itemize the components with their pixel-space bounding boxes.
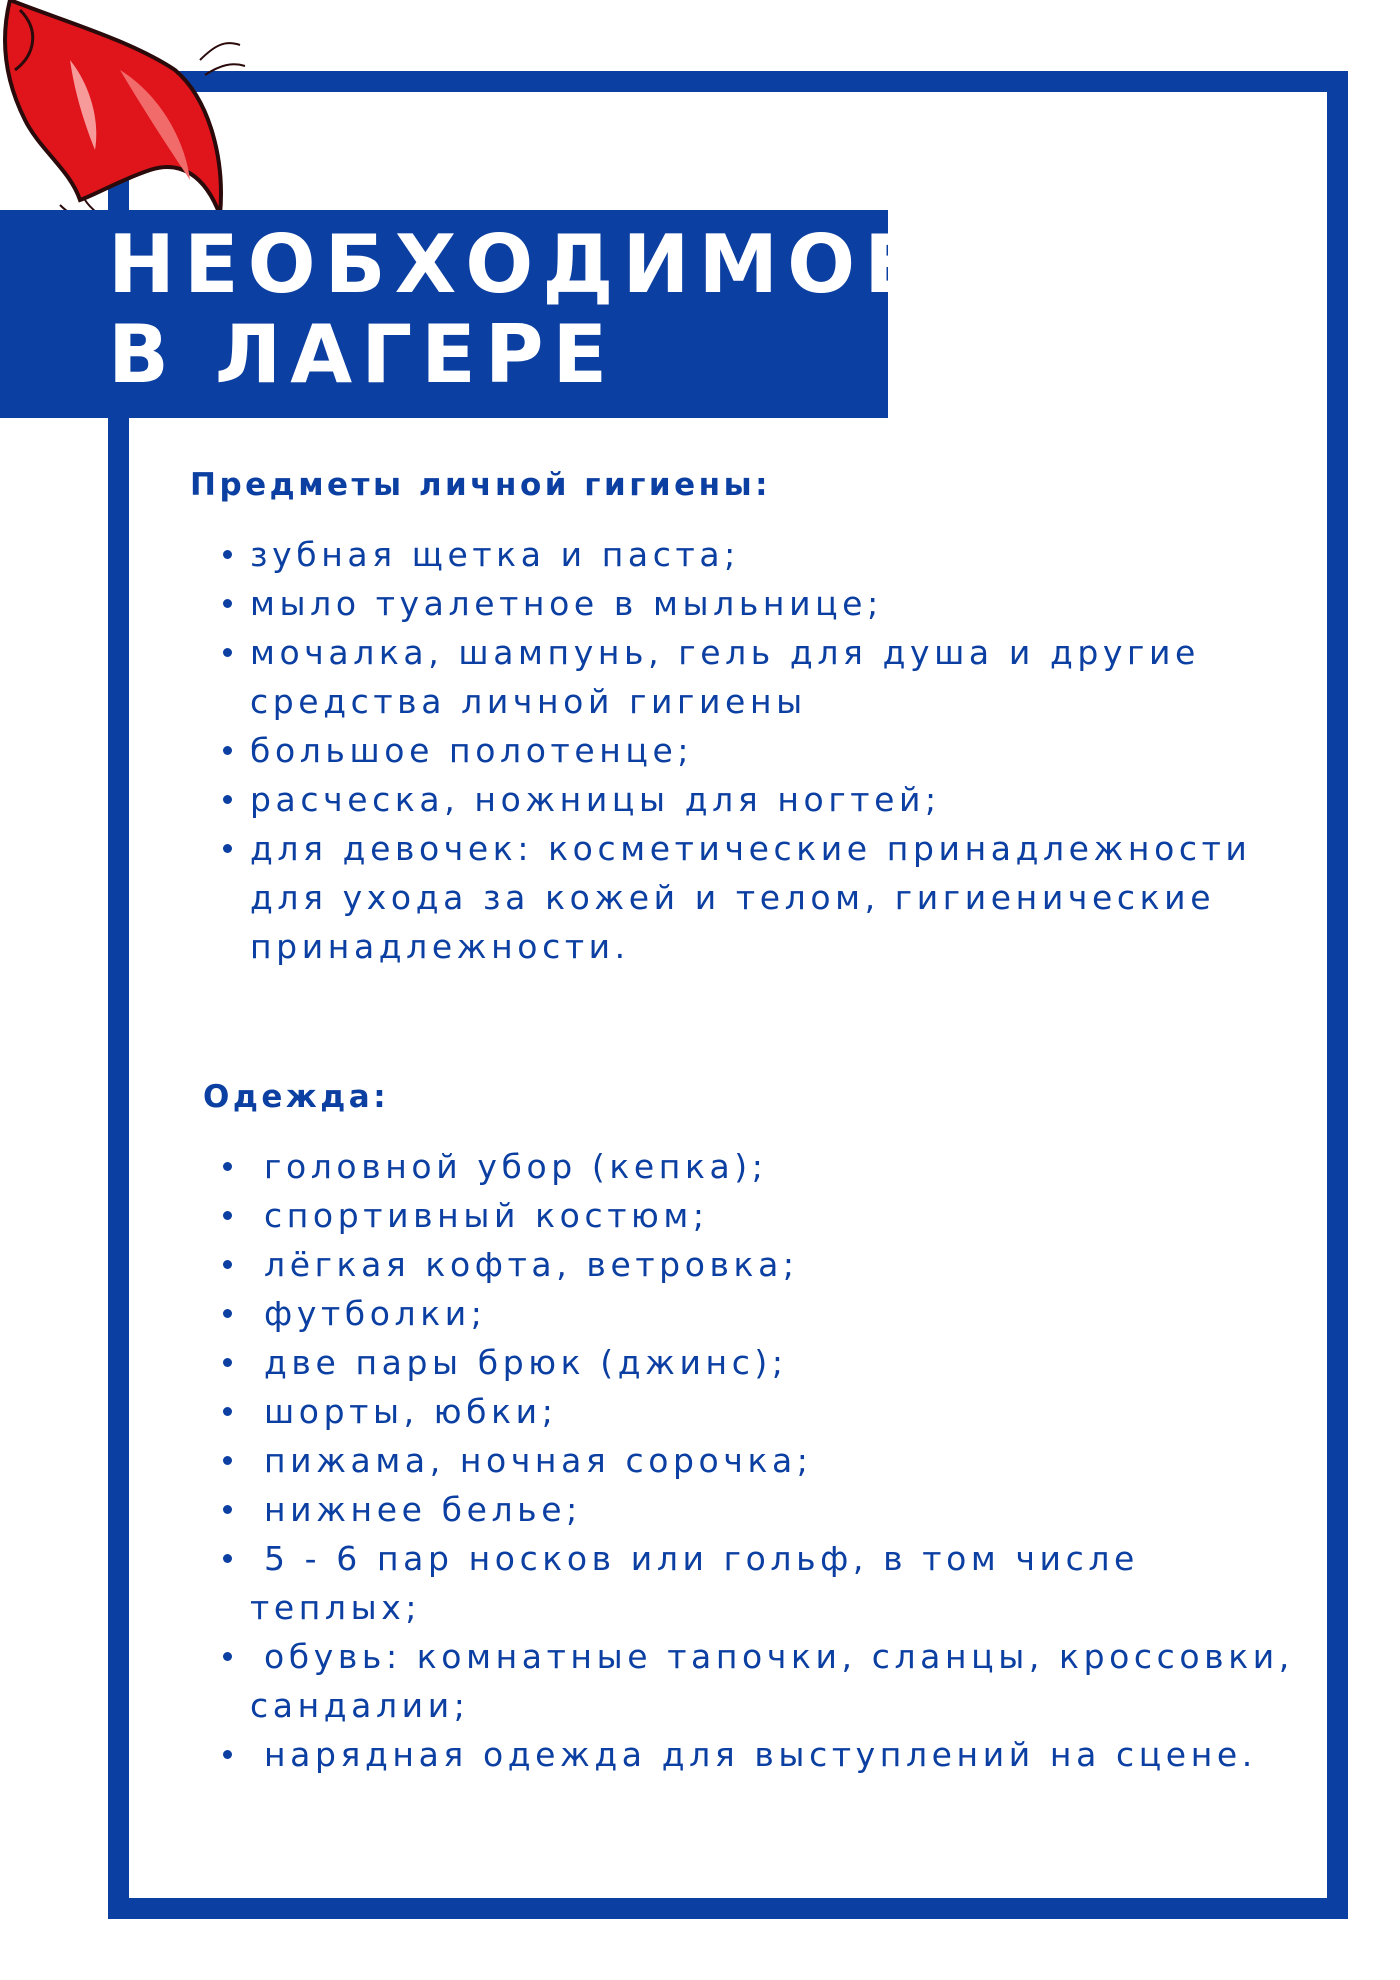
list-item-text: головной убор (кепка); [264,1147,768,1186]
list-item [220,1142,1320,1191]
list-item [220,824,1300,971]
bullet-icon [223,1309,232,1318]
list-item-text: шорты, юбки; [264,1392,558,1431]
list-item-text: 5 - 6 пар носков или гольф, в том числе теплых; [250,1539,1139,1627]
list-item [220,628,1300,726]
list-item [220,1338,1320,1387]
list-item [220,1730,1320,1779]
bullet-icon [223,550,232,559]
clothing-heading: Одежда: [203,1079,390,1115]
clothing-list [220,1142,1320,1779]
list-item-text: спортивный костюм; [264,1196,709,1235]
hygiene-heading: Предметы личной гигиены: [190,467,771,503]
list-item-text: мыло туалетное в мыльнице; [250,584,883,623]
list-item-text: лёгкая кофта, ветровка; [264,1245,799,1284]
list-item-text: мочалка, шампунь, гель для душа и другие средства личной гигиены [250,633,1200,721]
list-item-text: расческа, ножницы для ногтей; [250,780,941,819]
list-item [220,726,1300,775]
list-item-text: пижама, ночная сорочка; [264,1441,813,1480]
bullet-icon [223,1407,232,1416]
list-item [220,1240,1320,1289]
bullet-icon [223,648,232,657]
list-item-text: нарядная одежда для выступлений на сцене. [264,1735,1257,1774]
bullet-icon [223,1162,232,1171]
bullet-icon [223,1211,232,1220]
list-item [220,530,1300,579]
list-item [220,1436,1320,1485]
list-item-text: футболки; [264,1294,487,1333]
bullet-icon [223,1456,232,1465]
list-item [220,775,1300,824]
list-item-text: большое полотенце; [250,731,694,770]
bullet-icon [223,1554,232,1563]
bullet-icon [223,1505,232,1514]
bullet-icon [223,746,232,755]
list-item [220,1387,1320,1436]
list-item-text: нижнее белье; [264,1490,582,1529]
list-item-text: зубная щетка и паста; [250,535,740,574]
list-item [220,1534,1320,1632]
list-item-text: для девочек: косметические принадлежности для ухода за кожей и телом, гигиенические принадлежности. [250,829,1252,966]
bullet-icon [223,599,232,608]
list-item-text: две пары брюк (джинс); [264,1343,788,1382]
bullet-icon [223,1750,232,1759]
bullet-icon [223,1260,232,1269]
page-title-line-2: В ЛАГЕРЕ [108,308,617,401]
list-item [220,1289,1320,1338]
bullet-icon [223,795,232,804]
list-item [220,579,1300,628]
list-item [220,1632,1320,1730]
hygiene-list [220,530,1300,971]
bullet-icon [223,844,232,853]
bullet-icon [223,1358,232,1367]
bullet-icon [223,1652,232,1661]
list-item-text: обувь: комнатные тапочки, сланцы, кроссовки, сандалии; [250,1637,1294,1725]
page-title-line-1: НЕОБХОДИМОЕ [108,218,928,311]
list-item [220,1485,1320,1534]
list-item [220,1191,1320,1240]
